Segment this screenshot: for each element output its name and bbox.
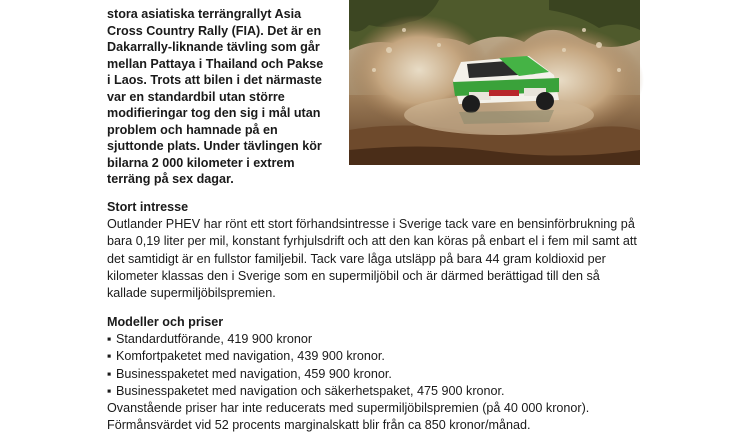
paragraph-line: Förmånsvärdet vid 52 procents marginalskatt blir från ca 850 kronor/månad. [107,418,531,433]
bullet-icon: ▪ [107,383,112,398]
intro-line: terräng på sex dagar. [107,172,234,187]
list-item: ▪ Businesspaketet med navigation, 459 900 kronor. [107,366,727,383]
section-heading: Stort intresse [107,200,189,214]
intro-line: mellan Pattaya i Thailand och Pakse [107,56,324,71]
paragraph-line: bara 0,19 liter per mil, konstant fyrhjulsdrift och att den kan köras på enbart el i fem mil samt att [107,234,637,249]
list-item: ▪ Standardutförande, 419 900 kronor [107,331,727,348]
intro-line: var en standardbil utan större [107,89,285,104]
paragraph-line: kallade supermiljöbilspremien. [107,286,276,301]
rally-photo-illustration [349,0,640,165]
section-heading: Modeller och priser [107,315,224,329]
paragraph-line: kilometer klassas den i Sverige som en supermiljöbil och är därmed berättigad till den så [107,268,600,283]
models-section [107,314,727,434]
paragraph-line: Ovanstående priser har inte reducerats med supermiljöbilspremien (på 40 000 kronor). [107,401,590,416]
intro-line: Cross Country Rally (FIA). Det är en [107,23,322,38]
bullet-icon: ▪ [107,349,112,364]
intro-line: Dakarrally-liknande tävling som går [107,40,320,55]
bullet-icon: ▪ [107,332,112,347]
list-item: ▪ Businesspaketet med navigation och säkerhetspaket, 475 900 kronor. [107,383,727,400]
rally-photo [349,0,640,165]
bullet-icon: ▪ [107,366,112,381]
intro-line: stora asiatiska terrängrallyt Asia [107,7,302,21]
intro-line: problem och hamnade på en [107,122,278,137]
list-item: ▪ Komfortpaketet med navigation, 439 900 kronor. [107,348,727,365]
intro-line: modifieringar tog den sig i mål utan [107,106,321,121]
paragraph-line: det samtidigt är en fullstor familjebil. Tack vare låga utsläpp på bara 44 gram koldioxid per [107,251,606,266]
paragraph-line: Outlander PHEV har rönt ett stort förhandsintresse i Sverige tack vare en bensinförbrukning på [107,217,635,232]
intro-line: bilarna 2 000 kilometer i extrem [107,155,295,170]
intro-paragraph [107,6,343,188]
intro-line: i Laos. Trots att bilen i det närmaste [107,73,322,88]
interest-section [107,199,727,302]
intro-line: sjuttonde plats. Under tävlingen kör [107,139,322,154]
